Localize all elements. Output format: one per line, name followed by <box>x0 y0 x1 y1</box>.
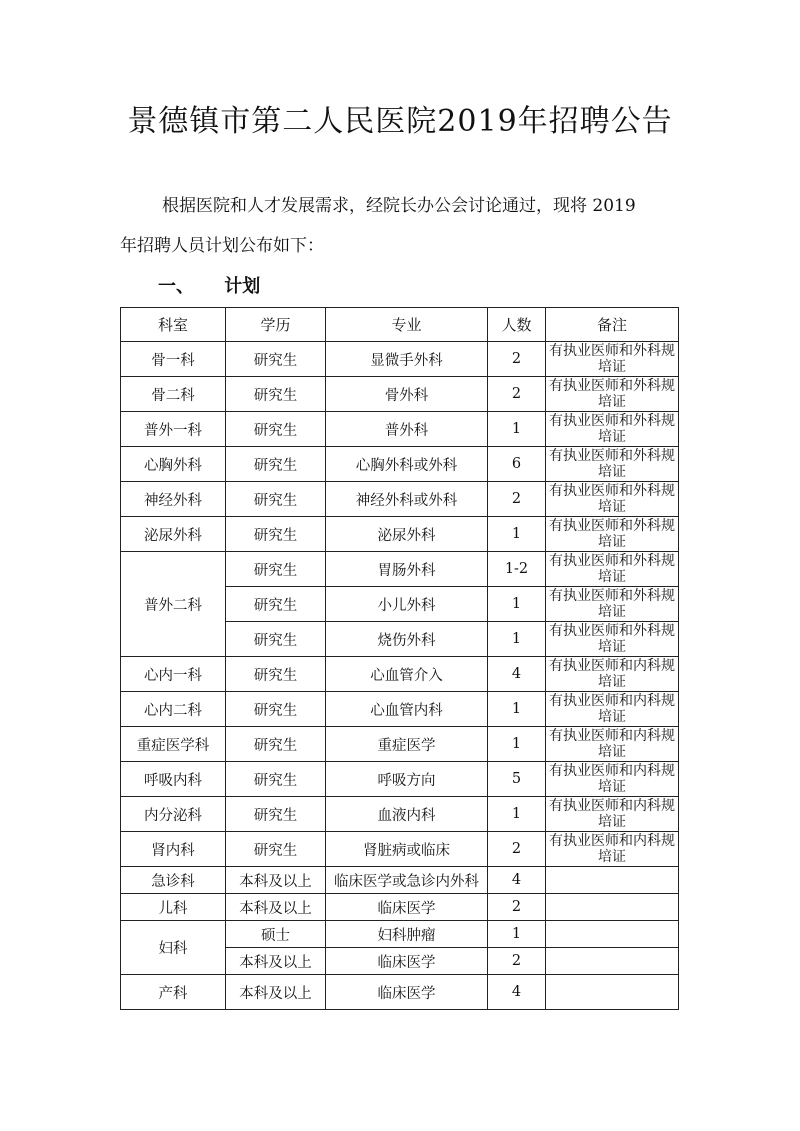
cell-count: 1-2 <box>488 552 546 587</box>
cell-note: 有执业医师和外科规培证 <box>546 552 679 587</box>
cell-major: 神经外科或外科 <box>326 482 488 517</box>
cell-education: 本科及以上 <box>226 948 326 975</box>
cell-note: 有执业医师和内科规培证 <box>546 657 679 692</box>
cell-dept: 内分泌科 <box>121 797 226 832</box>
cell-note: 有执业医师和外科规培证 <box>546 447 679 482</box>
cell-count: 1 <box>488 692 546 727</box>
recruitment-plan-table <box>120 307 679 1010</box>
cell-major: 胃肠外科 <box>326 552 488 587</box>
cell-major: 临床医学 <box>326 894 488 921</box>
cell-note: 有执业医师和外科规培证 <box>546 342 679 377</box>
cell-major: 妇科肿瘤 <box>326 921 488 948</box>
page-title: 景德镇市第二人民医院2019年招聘公告 <box>127 104 673 139</box>
cell-dept: 骨一科 <box>121 342 226 377</box>
cell-major: 血液内科 <box>326 797 488 832</box>
section-label: 计划 <box>224 276 261 297</box>
table-row <box>121 657 679 692</box>
cell-note <box>546 894 679 921</box>
cell-count: 1 <box>488 517 546 552</box>
table-row <box>121 552 679 587</box>
table-row <box>121 412 679 447</box>
header-education: 学历 <box>226 308 326 342</box>
cell-count: 2 <box>488 832 546 867</box>
cell-count: 5 <box>488 762 546 797</box>
cell-note: 有执业医师和内科规培证 <box>546 797 679 832</box>
cell-count: 2 <box>488 894 546 921</box>
cell-count: 2 <box>488 948 546 975</box>
cell-note: 有执业医师和内科规培证 <box>546 692 679 727</box>
cell-note: 有执业医师和内科规培证 <box>546 727 679 762</box>
header-dept: 科室 <box>121 308 226 342</box>
cell-dept: 骨二科 <box>121 377 226 412</box>
header-major: 专业 <box>326 308 488 342</box>
table-row <box>121 797 679 832</box>
cell-count: 2 <box>488 377 546 412</box>
cell-education: 研究生 <box>226 517 326 552</box>
cell-education: 研究生 <box>226 832 326 867</box>
cell-dept: 普外二科 <box>121 552 226 657</box>
cell-note <box>546 921 679 948</box>
cell-dept: 儿科 <box>121 894 226 921</box>
cell-dept: 泌尿外科 <box>121 517 226 552</box>
table-row <box>121 727 679 762</box>
intro-line-2: 年招聘人员计划公布如下： <box>120 236 324 256</box>
cell-education: 研究生 <box>226 657 326 692</box>
cell-education: 研究生 <box>226 412 326 447</box>
table-row <box>121 975 679 1010</box>
cell-note: 有执业医师和内科规培证 <box>546 762 679 797</box>
cell-note: 有执业医师和外科规培证 <box>546 377 679 412</box>
table-row <box>121 342 679 377</box>
cell-education: 研究生 <box>226 727 326 762</box>
cell-education: 研究生 <box>226 377 326 412</box>
table-row <box>121 867 679 894</box>
cell-education: 本科及以上 <box>226 975 326 1010</box>
cell-major: 心胸外科或外科 <box>326 447 488 482</box>
cell-dept: 心内二科 <box>121 692 226 727</box>
cell-note: 有执业医师和外科规培证 <box>546 587 679 622</box>
cell-major: 普外科 <box>326 412 488 447</box>
cell-education: 研究生 <box>226 797 326 832</box>
cell-count: 2 <box>488 342 546 377</box>
cell-dept: 肾内科 <box>121 832 226 867</box>
cell-dept: 普外一科 <box>121 412 226 447</box>
cell-dept: 妇科 <box>121 921 226 975</box>
cell-dept: 神经外科 <box>121 482 226 517</box>
cell-count: 4 <box>488 975 546 1010</box>
table-row <box>121 517 679 552</box>
cell-education: 研究生 <box>226 342 326 377</box>
cell-major: 心血管内科 <box>326 692 488 727</box>
table-row <box>121 482 679 517</box>
cell-count: 4 <box>488 657 546 692</box>
cell-count: 1 <box>488 412 546 447</box>
intro-line-1: 根据医院和人才发展需求，经院长办公会讨论通过，现将 2019 <box>162 196 636 216</box>
cell-education: 研究生 <box>226 482 326 517</box>
cell-major: 临床医学 <box>326 948 488 975</box>
cell-note <box>546 948 679 975</box>
cell-note: 有执业医师和内科规培证 <box>546 832 679 867</box>
cell-education: 本科及以上 <box>226 867 326 894</box>
cell-count: 1 <box>488 921 546 948</box>
table-row <box>121 921 679 948</box>
cell-count: 1 <box>488 622 546 657</box>
cell-dept: 产科 <box>121 975 226 1010</box>
intro-paragraph <box>120 186 685 266</box>
cell-education: 研究生 <box>226 762 326 797</box>
table-header-row <box>121 308 679 342</box>
cell-education: 本科及以上 <box>226 894 326 921</box>
cell-dept: 重症医学科 <box>121 727 226 762</box>
cell-dept: 呼吸内科 <box>121 762 226 797</box>
cell-count: 1 <box>488 587 546 622</box>
cell-note: 有执业医师和外科规培证 <box>546 482 679 517</box>
cell-major: 烧伤外科 <box>326 622 488 657</box>
cell-education: 硕士 <box>226 921 326 948</box>
cell-note: 有执业医师和外科规培证 <box>546 412 679 447</box>
cell-dept: 心内一科 <box>121 657 226 692</box>
table-row <box>121 692 679 727</box>
cell-major: 泌尿外科 <box>326 517 488 552</box>
cell-note <box>546 867 679 894</box>
cell-major: 临床医学或急诊内外科 <box>326 867 488 894</box>
cell-note: 有执业医师和外科规培证 <box>546 517 679 552</box>
cell-major: 骨外科 <box>326 377 488 412</box>
cell-major: 重症医学 <box>326 727 488 762</box>
cell-dept: 急诊科 <box>121 867 226 894</box>
cell-education: 研究生 <box>226 622 326 657</box>
cell-education: 研究生 <box>226 587 326 622</box>
cell-major: 小儿外科 <box>326 587 488 622</box>
cell-education: 研究生 <box>226 692 326 727</box>
table-row <box>121 762 679 797</box>
table-row <box>121 832 679 867</box>
cell-major: 呼吸方向 <box>326 762 488 797</box>
cell-education: 研究生 <box>226 447 326 482</box>
cell-major: 临床医学 <box>326 975 488 1010</box>
section-number: 一、 <box>158 276 194 297</box>
header-count: 人数 <box>488 308 546 342</box>
table-row <box>121 894 679 921</box>
section-heading <box>158 272 260 298</box>
cell-note <box>546 975 679 1010</box>
cell-major: 心血管介入 <box>326 657 488 692</box>
table-row <box>121 377 679 412</box>
cell-count: 6 <box>488 447 546 482</box>
cell-dept: 心胸外科 <box>121 447 226 482</box>
cell-count: 4 <box>488 867 546 894</box>
table-row <box>121 447 679 482</box>
cell-count: 2 <box>488 482 546 517</box>
cell-education: 研究生 <box>226 552 326 587</box>
cell-count: 1 <box>488 797 546 832</box>
cell-count: 1 <box>488 727 546 762</box>
header-note: 备注 <box>546 308 679 342</box>
cell-major: 肾脏病或临床 <box>326 832 488 867</box>
cell-major: 显微手外科 <box>326 342 488 377</box>
cell-note: 有执业医师和外科规培证 <box>546 622 679 657</box>
